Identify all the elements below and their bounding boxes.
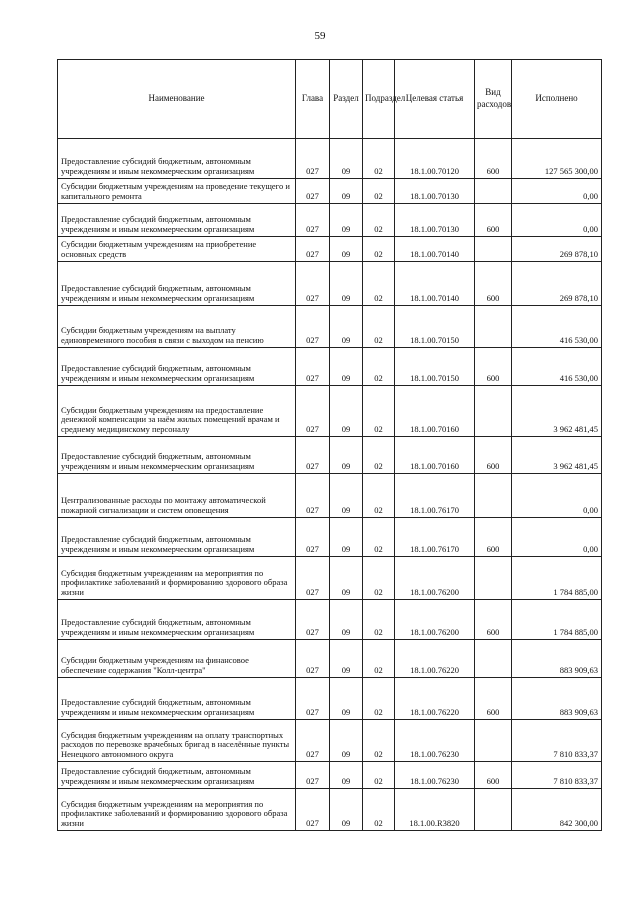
row-chapter-cell: 027 [296,720,330,762]
row-target-cell: 18.1.00.76170 [395,474,475,518]
row-name-cell: Предоставление субсидий бюджетным, автономным учреждениям и иным некоммерческим организациям [58,600,296,640]
row-chapter-cell: 027 [296,600,330,640]
row-executed-cell: 416 530,00 [512,348,602,386]
row-subsection-cell: 02 [363,204,395,237]
table-row [58,518,602,557]
row-target-cell: 18.1.00.R3820 [395,789,475,831]
row-chapter-cell: 027 [296,678,330,720]
row-target-cell: 18.1.00.76230 [395,720,475,762]
row-target-cell: 18.1.00.70160 [395,437,475,474]
row-subsection-cell: 02 [363,237,395,262]
row-subsection-cell: 02 [363,762,395,789]
row-expense-type-cell [475,720,512,762]
row-section-cell: 09 [330,518,363,557]
table-row [58,557,602,600]
row-executed-cell: 269 878,10 [512,237,602,262]
table-row [58,600,602,640]
table-row [58,262,602,306]
row-expense-type-cell [475,640,512,678]
row-chapter-cell: 027 [296,386,330,437]
row-expense-type-cell [475,789,512,831]
row-chapter-cell: 027 [296,348,330,386]
table-header-row [58,60,602,139]
row-subsection-cell: 02 [363,348,395,386]
row-target-cell: 18.1.00.76200 [395,600,475,640]
row-executed-cell: 842 300,00 [512,789,602,831]
row-expense-type-cell: 600 [475,348,512,386]
row-section-cell: 09 [330,139,363,179]
row-target-cell: 18.1.00.70150 [395,348,475,386]
header-name: Наименование [58,60,296,139]
row-subsection-cell: 02 [363,640,395,678]
table-row [58,139,602,179]
row-name-cell: Предоставление субсидий бюджетным, автономным учреждениям и иным некоммерческим организациям [58,204,296,237]
row-section-cell: 09 [330,179,363,204]
table-row [58,789,602,831]
row-section-cell: 09 [330,474,363,518]
header-chapter: Глава [296,60,330,139]
table-row [58,204,602,237]
row-name-cell: Предоставление субсидий бюджетным, автономным учреждениям и иным некоммерческим организациям [58,437,296,474]
row-name-cell: Предоставление субсидий бюджетным, автономным учреждениям и иным некоммерческим организациям [58,348,296,386]
row-expense-type-cell: 600 [475,518,512,557]
row-name-cell: Субсидия бюджетным учреждениям на мероприятия по профилактике заболеваний и формированию здорового образа жизни [58,789,296,831]
table-row [58,678,602,720]
header-expense-type: Вид расходов [475,60,512,139]
row-executed-cell: 0,00 [512,518,602,557]
table-row [58,306,602,348]
row-expense-type-cell: 600 [475,204,512,237]
row-expense-type-cell: 600 [475,678,512,720]
row-section-cell: 09 [330,600,363,640]
row-name-cell: Субсидии бюджетным учреждениям на выплату единовременного пособия в связи с выходом на пенсию [58,306,296,348]
row-expense-type-cell [475,474,512,518]
table-row [58,437,602,474]
row-expense-type-cell [475,237,512,262]
row-chapter-cell: 027 [296,179,330,204]
row-subsection-cell: 02 [363,557,395,600]
row-subsection-cell: 02 [363,789,395,831]
budget-table [57,59,602,831]
row-name-cell: Субсидии бюджетным учреждениям на финансовое обеспечение содержания "Колл-центра" [58,640,296,678]
row-subsection-cell: 02 [363,720,395,762]
row-name-cell: Субсидия бюджетным учреждениям на мероприятия по профилактике заболеваний и формированию здорового образа жизни [58,557,296,600]
row-target-cell: 18.1.00.70140 [395,237,475,262]
row-chapter-cell: 027 [296,640,330,678]
table-body [58,139,602,831]
row-chapter-cell: 027 [296,474,330,518]
row-subsection-cell: 02 [363,600,395,640]
row-chapter-cell: 027 [296,789,330,831]
row-subsection-cell: 02 [363,678,395,720]
row-section-cell: 09 [330,720,363,762]
row-executed-cell: 7 810 833,37 [512,762,602,789]
row-chapter-cell: 027 [296,139,330,179]
row-executed-cell: 0,00 [512,204,602,237]
row-executed-cell: 883 909,63 [512,678,602,720]
row-name-cell: Субсидии бюджетным учреждениям на проведение текущего и капитального ремонта [58,179,296,204]
row-expense-type-cell [475,179,512,204]
row-section-cell: 09 [330,640,363,678]
row-chapter-cell: 027 [296,557,330,600]
row-executed-cell: 7 810 833,37 [512,720,602,762]
table-row [58,348,602,386]
row-executed-cell: 1 784 885,00 [512,557,602,600]
row-section-cell: 09 [330,386,363,437]
row-executed-cell: 1 784 885,00 [512,600,602,640]
row-target-cell: 18.1.00.70140 [395,262,475,306]
row-expense-type-cell: 600 [475,600,512,640]
row-section-cell: 09 [330,348,363,386]
row-section-cell: 09 [330,762,363,789]
row-expense-type-cell: 600 [475,139,512,179]
row-executed-cell: 3 962 481,45 [512,386,602,437]
row-executed-cell: 0,00 [512,474,602,518]
row-subsection-cell: 02 [363,306,395,348]
row-chapter-cell: 027 [296,204,330,237]
row-name-cell: Предоставление субсидий бюджетным, автономным учреждениям и иным некоммерческим организациям [58,678,296,720]
row-chapter-cell: 027 [296,237,330,262]
row-target-cell: 18.1.00.70160 [395,386,475,437]
row-executed-cell: 416 530,00 [512,306,602,348]
header-target: Целевая статья [395,60,475,139]
row-target-cell: 18.1.00.70150 [395,306,475,348]
row-target-cell: 18.1.00.76200 [395,557,475,600]
row-subsection-cell: 02 [363,474,395,518]
header-executed: Исполнено [512,60,602,139]
row-executed-cell: 269 878,10 [512,262,602,306]
row-target-cell: 18.1.00.76170 [395,518,475,557]
row-chapter-cell: 027 [296,306,330,348]
row-chapter-cell: 027 [296,762,330,789]
row-section-cell: 09 [330,437,363,474]
row-expense-type-cell: 600 [475,262,512,306]
row-section-cell: 09 [330,557,363,600]
row-target-cell: 18.1.00.76220 [395,640,475,678]
row-section-cell: 09 [330,789,363,831]
row-section-cell: 09 [330,237,363,262]
row-name-cell: Централизованные расходы по монтажу автоматической пожарной сигнализации и систем оповещения [58,474,296,518]
table-row [58,474,602,518]
row-executed-cell: 3 962 481,45 [512,437,602,474]
row-name-cell: Субсидия бюджетным учреждениям на оплату транспортных расходов по перевозке врачебных бригад в населённые пункты Ненецкого автономного округа [58,720,296,762]
row-target-cell: 18.1.00.70130 [395,179,475,204]
row-expense-type-cell: 600 [475,762,512,789]
table-row [58,762,602,789]
row-expense-type-cell [475,306,512,348]
header-subsection: Подраздел [363,60,395,139]
row-target-cell: 18.1.00.70130 [395,204,475,237]
header-section: Раздел [330,60,363,139]
row-executed-cell: 127 565 300,00 [512,139,602,179]
row-name-cell: Предоставление субсидий бюджетным, автономным учреждениям и иным некоммерческим организациям [58,762,296,789]
row-section-cell: 09 [330,204,363,237]
row-target-cell: 18.1.00.76220 [395,678,475,720]
row-name-cell: Предоставление субсидий бюджетным, автономным учреждениям и иным некоммерческим организациям [58,518,296,557]
row-target-cell: 18.1.00.76230 [395,762,475,789]
row-name-cell: Субсидии бюджетным учреждениям на предоставление денежной компенсации за наём жилых помещений врачам и среднему медицинскому персоналу [58,386,296,437]
row-subsection-cell: 02 [363,518,395,557]
row-expense-type-cell: 600 [475,437,512,474]
row-expense-type-cell [475,386,512,437]
row-chapter-cell: 027 [296,262,330,306]
row-target-cell: 18.1.00.70120 [395,139,475,179]
row-subsection-cell: 02 [363,139,395,179]
table-row [58,179,602,204]
table-row [58,640,602,678]
row-subsection-cell: 02 [363,179,395,204]
table-row [58,237,602,262]
row-subsection-cell: 02 [363,262,395,306]
row-chapter-cell: 027 [296,518,330,557]
row-expense-type-cell [475,557,512,600]
row-subsection-cell: 02 [363,437,395,474]
table-row [58,720,602,762]
table-row [58,386,602,437]
row-name-cell: Предоставление субсидий бюджетным, автономным учреждениям и иным некоммерческим организациям [58,262,296,306]
row-section-cell: 09 [330,306,363,348]
row-executed-cell: 0,00 [512,179,602,204]
row-subsection-cell: 02 [363,386,395,437]
row-chapter-cell: 027 [296,437,330,474]
row-section-cell: 09 [330,678,363,720]
row-name-cell: Субсидии бюджетным учреждениям на приобретение основных средств [58,237,296,262]
row-section-cell: 09 [330,262,363,306]
row-executed-cell: 883 909,63 [512,640,602,678]
page-number: 59 [314,30,326,42]
row-name-cell: Предоставление субсидий бюджетным, автономным учреждениям и иным некоммерческим организациям [58,139,296,179]
